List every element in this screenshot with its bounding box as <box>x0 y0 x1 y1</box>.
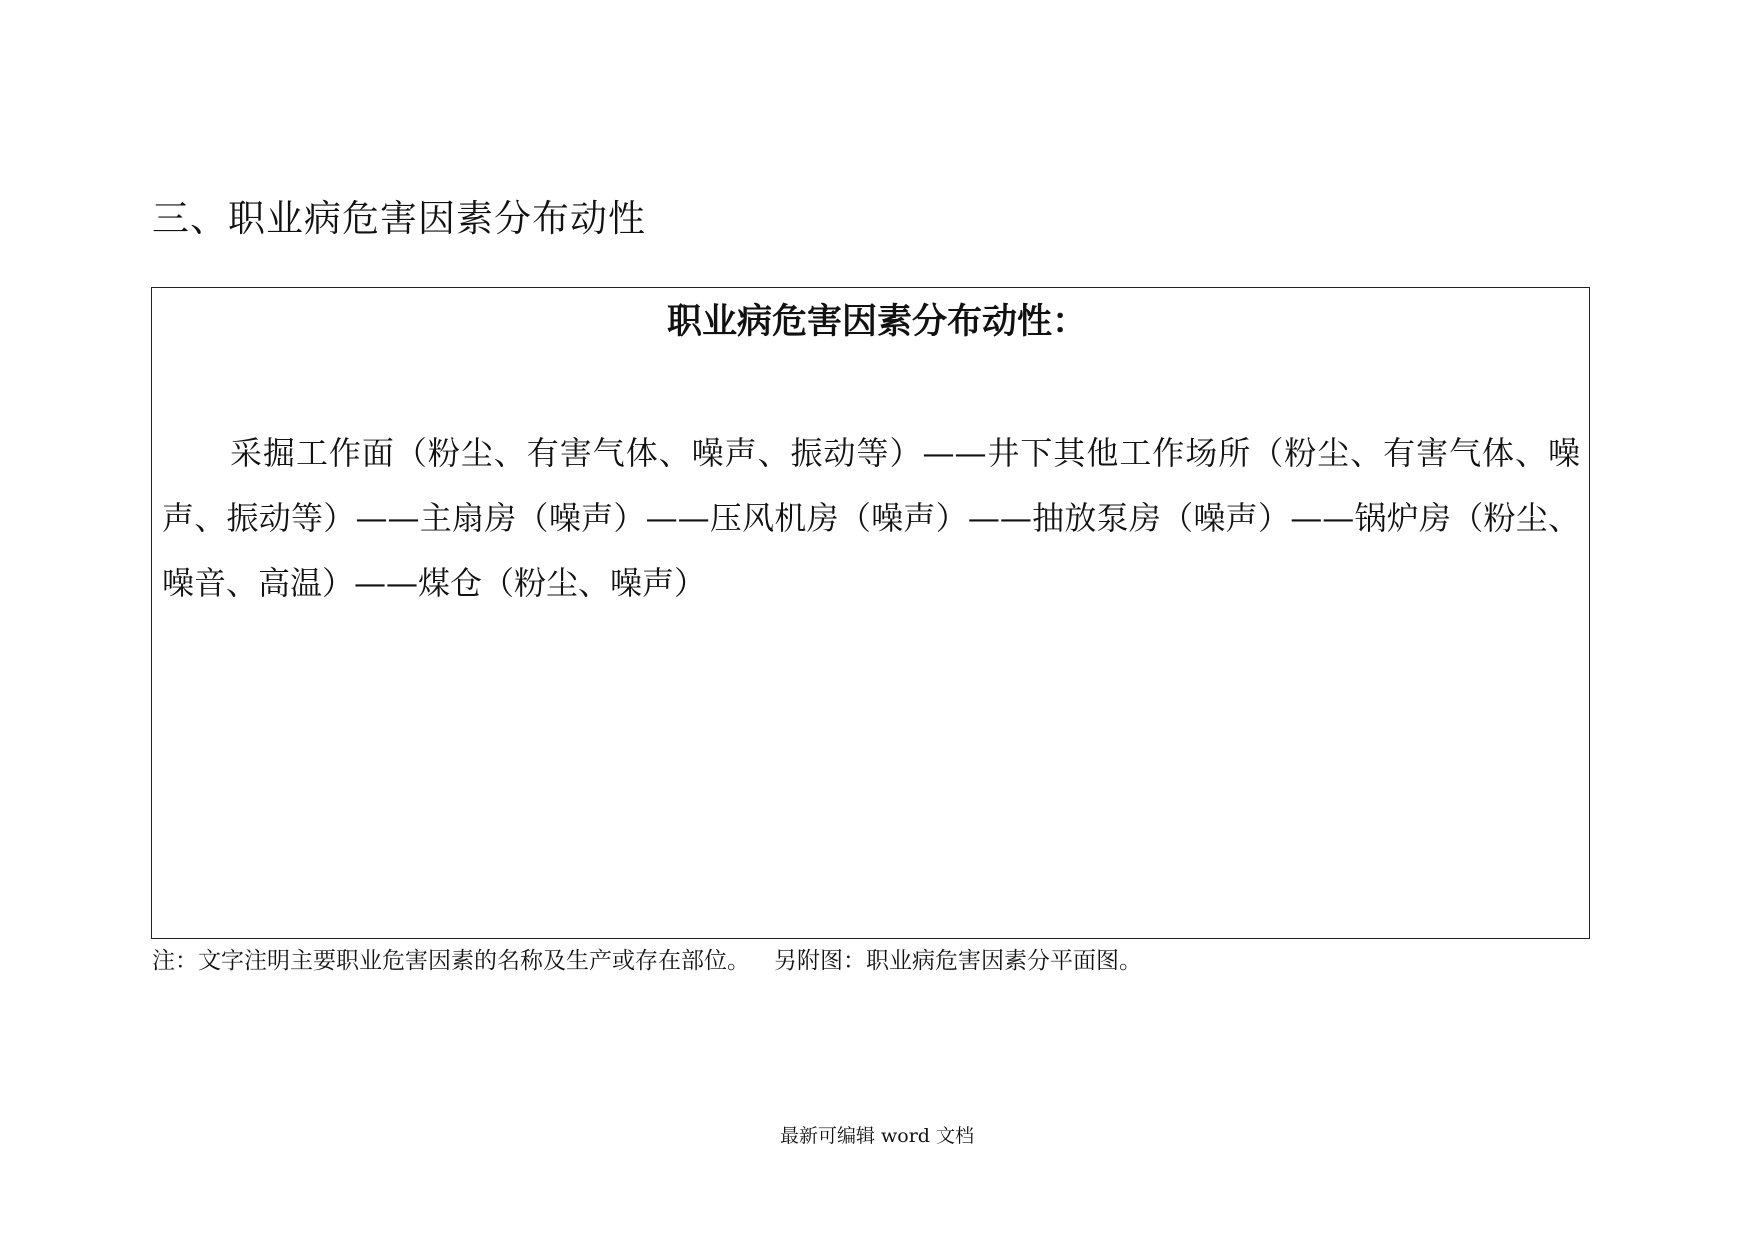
page-footer: 最新可编辑 word 文档 <box>779 1125 975 1147</box>
box-title: 职业病危害因素分布动性： <box>666 302 1087 342</box>
note-line <box>152 945 1142 977</box>
note-attachment: 另附图：职业病危害因素分平面图。 <box>774 948 1142 974</box>
section-heading: 三、职业病危害因素分布动性 <box>152 197 646 240</box>
note-text: 注：文字注明主要职业危害因素的名称及生产或存在部位。 <box>152 948 750 974</box>
box-body-text: 采掘工作面（粉尘、有害气体、噪声、振动等）——井下其他工作场所（粉尘、有害气体、噪声、振动等）——主扇房（噪声）——压风机房（噪声）——抽放泵房（噪声）——锅炉房（粉尘、噪音、高温）——煤仓（粉尘、噪声） <box>162 434 1580 602</box>
